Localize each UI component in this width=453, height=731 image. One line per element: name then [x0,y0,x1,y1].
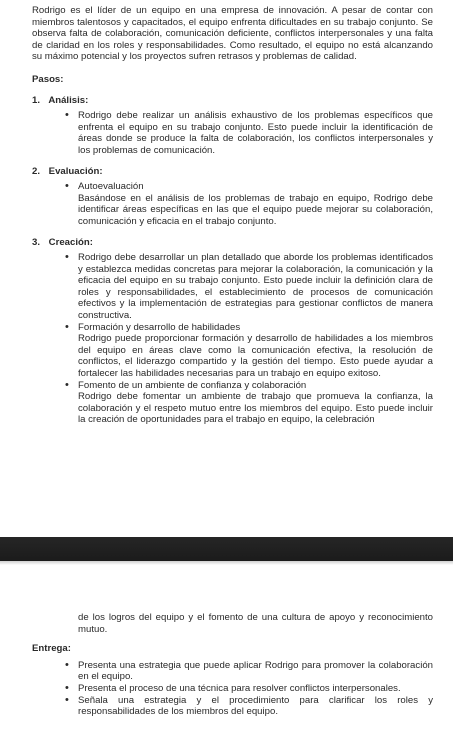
list-item [78,695,433,718]
list-item [78,252,433,322]
entrega-item-3: Señala una estrategia y el procedimiento para clarificar los roles y responsabilidades de los miembros del equipo. [78,694,433,718]
entrega-heading: Entrega: [32,643,71,655]
list-item [78,660,433,683]
step-3-item-2-title: • Formación y desarrollo de habilidades [78,321,241,333]
step-2-list [32,181,433,227]
intro-paragraph: Rodrigo es el líder de un equipo en una empresa de innovación. A pesar de contar con miembros talentosos y capacitados, el equipo enfrenta dificultades en su trabajo conjunto. Se observa falta de colaboración, comunicación deficiente, conflictos interpersonales y una falta de claridad en los roles y responsabilidades. Como resultado, el equipo no está alcanzando su máximo potencial y los proyectos sufren retrasos y problemas de calidad. [32,5,433,63]
page-break-shadow [0,561,453,565]
step-3-item-1-text: Rodrigo debe desarrollar un plan detallado que aborde los problemas identificados y establezca medidas concretas para mejorar la colaboración, la comunicación y la eficacia del equipo en su trabajo conjunto. Esto puede incluir la definición clara de roles y responsabilidades, el establecimiento de procesos de comunicación efectivos y la implementación de estrategias para gestionar conflictos de manera constructiva. [78,252,433,322]
list-item [78,181,433,227]
step-1-title: Análisis: [48,94,89,106]
entrega-list [32,660,433,718]
step-2-heading [32,166,433,178]
step-1-number: 1. [32,94,41,106]
step-2-item-1-text: Basándose en el análisis de los problemas de trabajo en equipo, Rodrigo debe identificar áreas específicas en las que el equipo puede mejorar su colaboración, comunicación y eficacia en el trabajo conjunto. [78,192,433,227]
pasos-heading: Pasos: [32,73,64,85]
list-item [78,110,433,156]
list-item [78,322,433,380]
list-item [78,380,433,426]
step-1-heading [32,95,433,107]
step-3-item-3-text: Rodrigo debe fomentar un ambiente de trabajo que promueva la confianza, la colaboración y el respeto mutuo entre los miembros del equipo. Esto puede incluir la creación de oportunidades para el trabajo en equipo, la celebración [78,391,433,426]
step-2-title: Evaluación: [48,165,103,177]
step-3-heading [32,237,433,249]
step-1-item-1-text: Rodrigo debe realizar un análisis exhaustivo de los problemas específicos que enfrenta el equipo en su trabajo conjunto. Esto puede incluir la identificación de áreas donde se produce la falta de colaboración, los conflictos interpersonales y los problemas de comunicación. [78,110,433,156]
step-3-item-3-title: • Fomento de un ambiente de confianza y colaboración [78,379,307,391]
document-page-bottom [0,606,453,731]
continuation-text: de los logros del equipo y el fomento de una cultura de apoyo y reconocimiento mutuo. [78,612,433,635]
step-3-item-2-text: Rodrigo puede proporcionar formación y desarrollo de habilidades a los miembros del equipo en áreas clave como la comunicación efectiva, la resolución de conflictos, el liderazgo compartido y la gestión del tiempo. Esto puede ayudar a fortalecer las habilidades necesarias para un trabajo en equipo exitoso. [78,333,433,380]
step-3-number: 3. [32,236,41,248]
step-2-number: 2. [32,165,41,177]
step-1-list [32,110,433,156]
page-break-band [0,537,453,561]
list-item [78,683,433,695]
step-2-item-1-title: • Autoevaluación [78,181,144,193]
entrega-item-2: Presenta el proceso de una técnica para resolver conflictos interpersonales. [78,682,401,694]
step-3-list [32,252,433,426]
step-3-title: Creación: [48,236,93,248]
entrega-item-1: Presenta una estrategia que puede aplicar Rodrigo para promover la colaboración en el equipo. [78,659,433,683]
